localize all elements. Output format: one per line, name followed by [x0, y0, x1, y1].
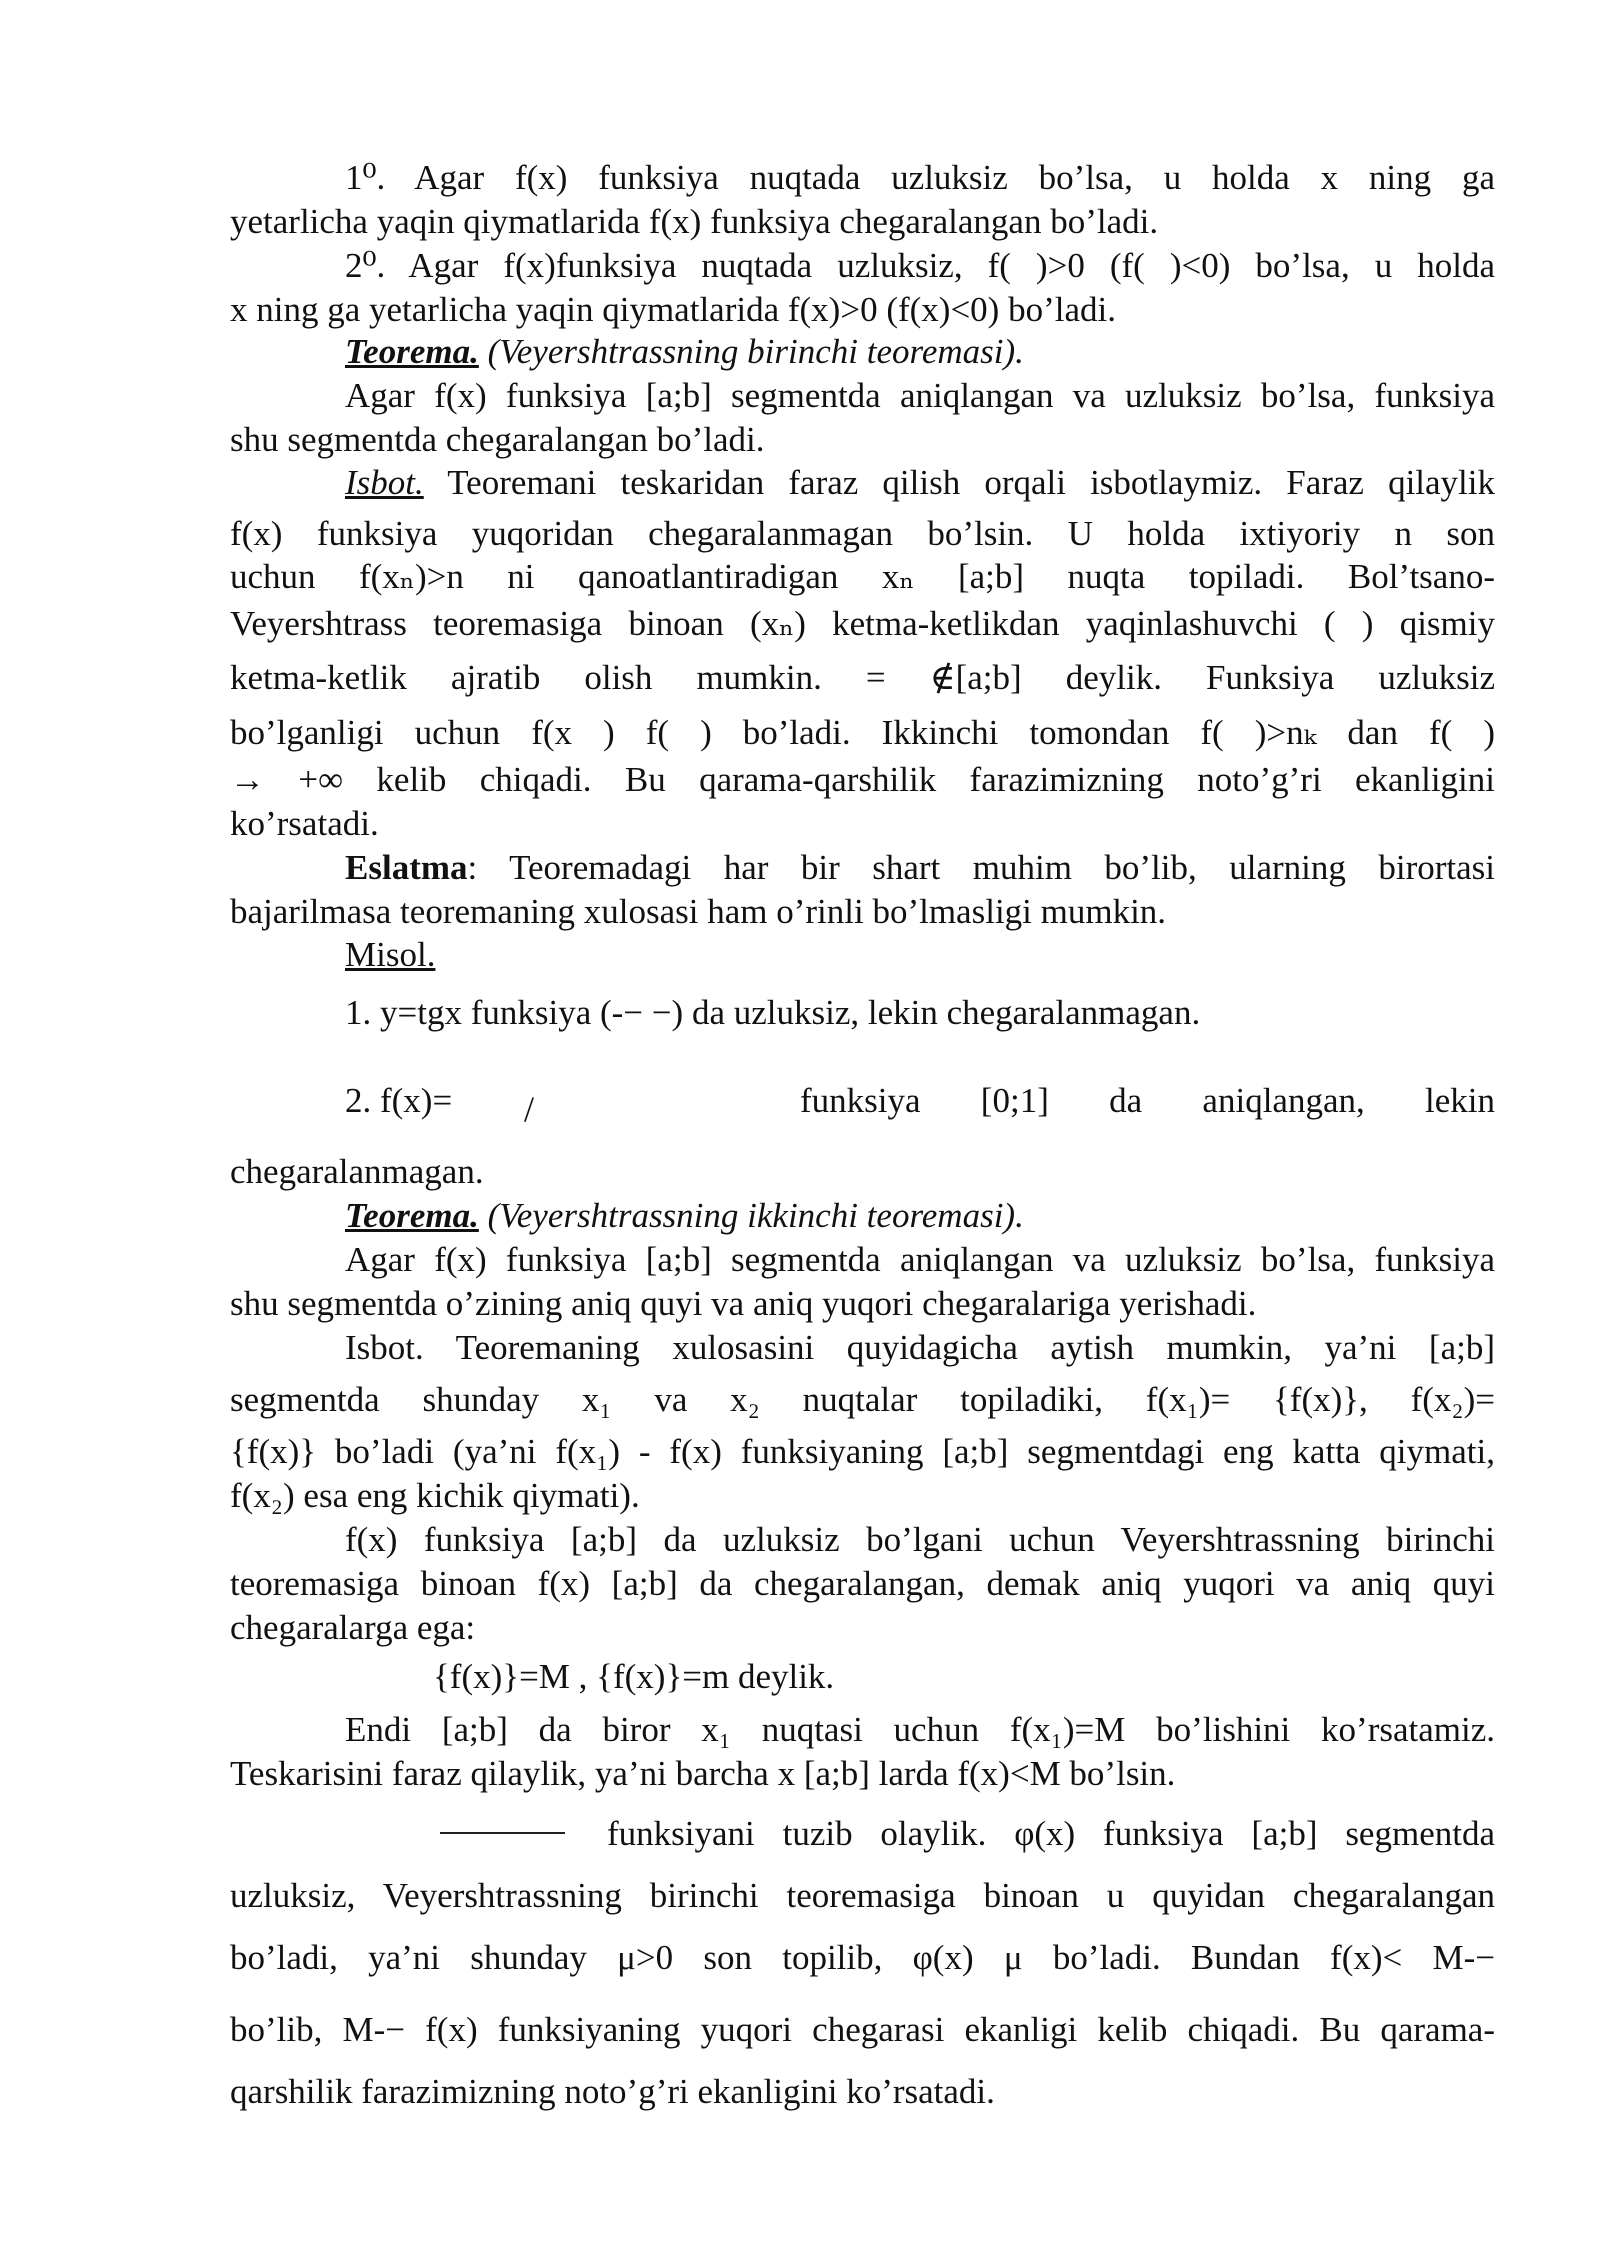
proof-1-line-6: bo’lganligi uchun f(x ) f( ) bo’ladi. Ikkinchi tomondan f( )>nₖ dan f( ): [230, 713, 1495, 752]
prop-1-line-1: 1⁰. Agar f(x) funksiya nuqtada uzluksiz bo’lsa, u holda x ning ga: [345, 158, 1495, 197]
proof-2-line-4: f(x₂) esa eng kichik qiymati).: [230, 1476, 640, 1515]
proof-2-line-11: uzluksiz, Veyershtrassning birinchi teoremasiga binoan u quyidan chegaralangan: [230, 1876, 1495, 1915]
theorem-title: (Veyershtrassning ikkinchi teoremasi).: [478, 1196, 1024, 1235]
proof-1-line-4: Veyershtrass teoremasiga binoan (xₙ) ketma-ketlikdan yaqinlashuvchi ( ) qismiy: [230, 604, 1495, 643]
proof-1-line-5: ketma-ketlik ajratib olish mumkin. = ∉[a;b] deylik. Funksiya uzluksiz: [230, 658, 1495, 697]
proof-2-line-8: Endi [a;b] da biror x₁ nuqtasi uchun f(x₁)=M bo’lishini ko’rsatamiz.: [345, 1710, 1495, 1749]
proof-1-line-7: → +∞ kelib chiqadi. Bu qarama-qarshilik farazimizning noto’g’ri ekanligini: [230, 760, 1495, 799]
proof-2-line-13: bo’lib, M-− f(x) funksiyaning yuqori chegarasi ekanligi kelib chiqadi. Bu qarama-: [230, 2010, 1495, 2049]
proof-2-line-3: {f(x)} bo’ladi (ya’ni f(x₁) - f(x) funksiyaning [a;b] segmentdagi eng katta qiymati,: [230, 1432, 1495, 1471]
theorem-1-text-2: shu segmentda chegaralangan bo’ladi.: [230, 420, 765, 459]
proof-1-line-1: [345, 461, 1495, 505]
example-heading: Misol.: [345, 935, 436, 974]
proof-text: Teoremani teskaridan faraz qilish orqali isbotlaymiz. Faraz qilaylik: [423, 463, 1495, 502]
theorem-title: (Veyershtrassning birinchi teoremasi).: [478, 332, 1024, 371]
prop-2-line-2: x ning ga yetarlicha yaqin qiymatlarida f(x)>0 (f(x)<0) bo’ladi.: [230, 290, 1116, 329]
proof-1-line-3: uchun f(xₙ)>n ni qanoatlantiradigan xₙ [a;b] nuqta topiladi. Bol’tsano-: [230, 557, 1495, 596]
prop-2-line-1: 2⁰. Agar f(x)funksiya nuqtada uzluksiz, f( )>0 (f( )<0) bo’lsa, u holda: [345, 246, 1495, 285]
note-line-1: [345, 846, 1495, 890]
example-2-formula: 2. f(x)=: [345, 1081, 453, 1120]
proof-2-line-2: segmentda shunday x₁ va x₂ nuqtalar topiladiki, f(x₁)= {f(x)}, f(x₂)=: [230, 1380, 1495, 1419]
note-line-2: bajarilmasa teoremaning xulosasi ham o’rinli bo’lmasligi mumkin.: [230, 892, 1167, 931]
proof-2-line-5: f(x) funksiya [a;b] da uzluksiz bo’lgani uchun Veyershtrassning birinchi: [345, 1520, 1495, 1559]
proof-2-line-7: chegaralarga ega:: [230, 1608, 476, 1647]
theorem-2-heading: [345, 1194, 1495, 1238]
proof-2-line-6: teoremasiga binoan f(x) [a;b] da chegaralangan, demak aniq yuqori va aniq quyi: [230, 1564, 1495, 1603]
theorem-2-text-2: shu segmentda o’zining aniq quyi va aniq yuqori chegaralariga yerishadi.: [230, 1284, 1257, 1323]
example-2-end: chegaralanmagan.: [230, 1152, 484, 1191]
proof-label: Isbot.: [345, 463, 424, 502]
theorem-2-text-1: Agar f(x) funksiya [a;b] segmentda aniqlangan va uzluksiz bo’lsa, funksiya: [345, 1240, 1495, 1279]
proof-2-line-1: Isbot. Teoremaning xulosasini quyidagicha aytish mumkin, ya’ni [a;b]: [345, 1328, 1495, 1367]
proof-1-line-8: ko’rsatadi.: [230, 804, 379, 843]
proof-2-line-10: funksiyani tuzib olaylik. φ(x) funksiya [a;b] segmentda: [607, 1814, 1495, 1853]
fraction-slash: /: [524, 1089, 535, 1129]
example-2-text: funksiya [0;1] da aniqlangan, lekin: [800, 1081, 1495, 1120]
theorem-label: Teorema.: [345, 1196, 479, 1235]
example-1: 1. y=tgx funksiya (-− −) da uzluksiz, lekin chegaralanmagan.: [345, 993, 1201, 1032]
proof-2-line-12: bo’ladi, ya’ni shunday μ>0 son topilib, φ(x) μ bo’ladi. Bundan f(x)< M-−: [230, 1938, 1495, 1977]
fraction-bar: [440, 1832, 565, 1834]
note-text: : Teoremadagi har bir shart muhim bo’lib, ularning birortasi: [467, 848, 1495, 887]
theorem-1-text-1: Agar f(x) funksiya [a;b] segmentda aniqlangan va uzluksiz bo’lsa, funksiya: [345, 376, 1495, 415]
theorem-1-heading: [345, 330, 1495, 374]
proof-1-line-2: f(x) funksiya yuqoridan chegaralanmagan bo’lsin. U holda ixtiyoriy n son: [230, 514, 1495, 553]
note-label: Eslatma: [345, 848, 468, 887]
proof-2-line-14: qarshilik farazimizning noto’g’ri ekanligini ko’rsatadi.: [230, 2072, 995, 2111]
proof-2-line-9: Teskarisini faraz qilaylik, ya’ni barcha x [a;b] larda f(x)<M bo’lsin.: [230, 1754, 1176, 1793]
theorem-label: Teorema.: [345, 332, 479, 371]
prop-1-line-2: yetarlicha yaqin qiymatlarida f(x) funksiya chegaralangan bo’ladi.: [230, 202, 1159, 241]
sup-inf-definition: {f(x)}=M , {f(x)}=m deylik.: [433, 1657, 835, 1696]
